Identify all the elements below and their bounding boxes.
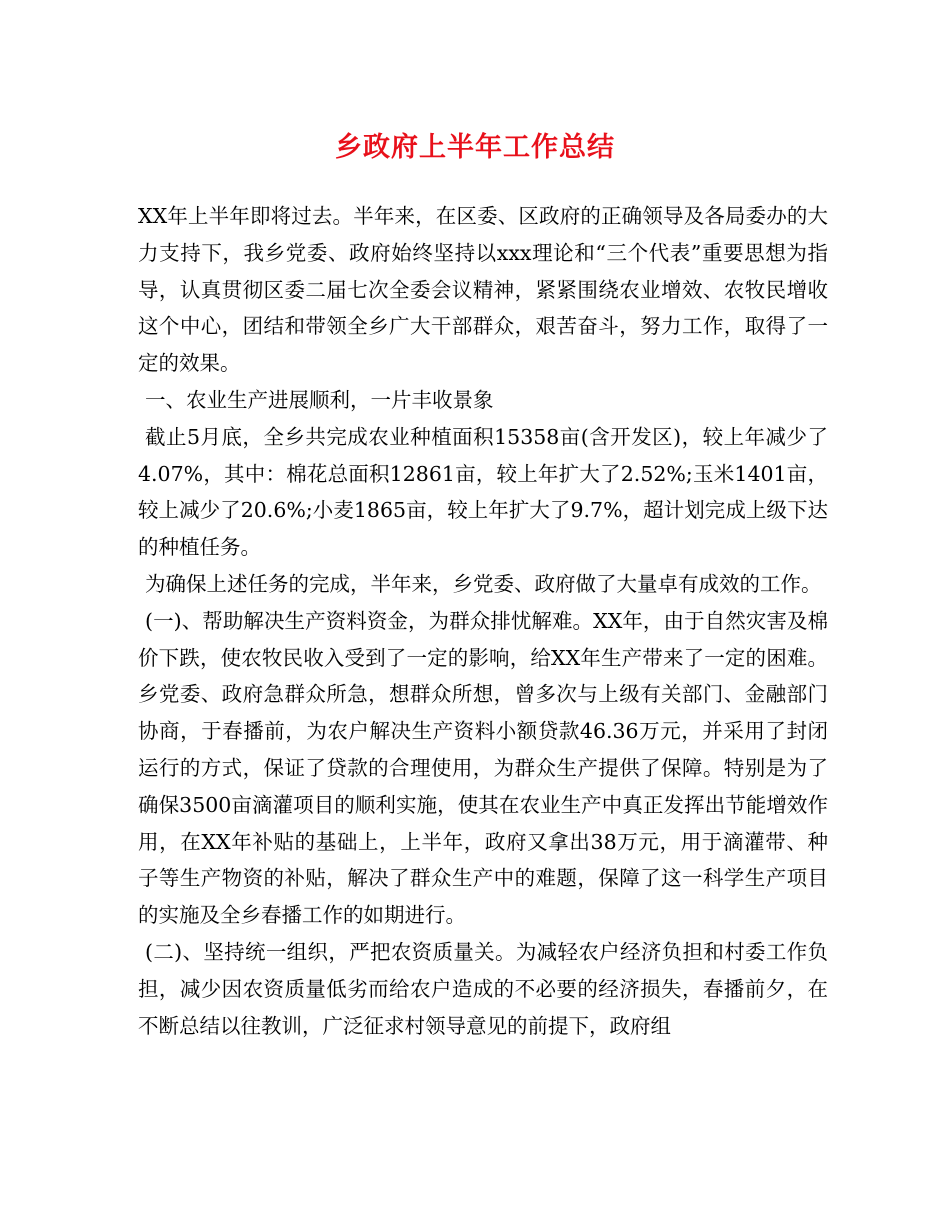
paragraph-intro: XX年上半年即将过去。半年来，在区委、区政府的正确领导及各局委办的大力支持下，我乡党委、政府始终坚持以xxx理论和“三个代表”重要思想为指导，认真贯彻区委二届七次全委会议精神，紧紧围绕农业增效、农牧民增收这个中心，团结和带领全乡广大干部群众，艰苦奋斗，努力工作，取得了一定的效果。 (138, 204, 828, 376)
section-heading-1: 一、农业生产进展顺利，一片丰收景象 (145, 387, 494, 412)
paragraph-work-summary: 为确保上述任务的完成，半年来，乡党委、政府做了大量卓有成效的工作。 (145, 571, 822, 596)
paragraph-subsection-1: (一)、帮助解决生产资料资金，为群众排忧解难。XX年，由于自然灾害及棉价下跌，使农牧民收入受到了一定的影响，给XX年生产带来了一定的困难。乡党委、政府急群众所急，想群众所想，曾多次与上级有关部门、金融部门协商，于春播前，为农户解决生产资料小额贷款46.36万元，并采用了封闭运行的方式，保证了贷款的合理使用，为群众生产提供了保障。特别是为了确保3500亩滴灌项目的顺利实施，使其在农业生产中真正发挥出节能增效作用，在XX年补贴的基础上，上半年，政府又拿出38万元，用于滴灌带、种子等生产物资的补贴，解决了群众生产中的难题，保障了这一科学生产项目的实施及全乡春播工作的如期进行。 (138, 608, 828, 928)
paragraph-subsection-2: (二)、坚持统一组织，严把农资质量关。为减轻农户经济负担和村委工作负担，减少因农资质量低劣而给农户造成的不必要的经济损失，春播前夕，在不断总结以往教训，广泛征求村领导意见的前提下，政府组 (138, 939, 828, 1038)
paragraph-planting-area: 截止5月底，全乡共完成农业种植面积15358亩(含开发区)，较上年减少了4.07%，其中：棉花总面积12861亩，较上年扩大了2.52%;玉米1401亩，较上减少了20.6%;小麦1865亩，较上年扩大了9.7%，超计划完成上级下达的种植任务。 (138, 424, 828, 560)
document-title: 乡政府上半年工作总结 (335, 132, 615, 163)
document-body (138, 198, 828, 1044)
